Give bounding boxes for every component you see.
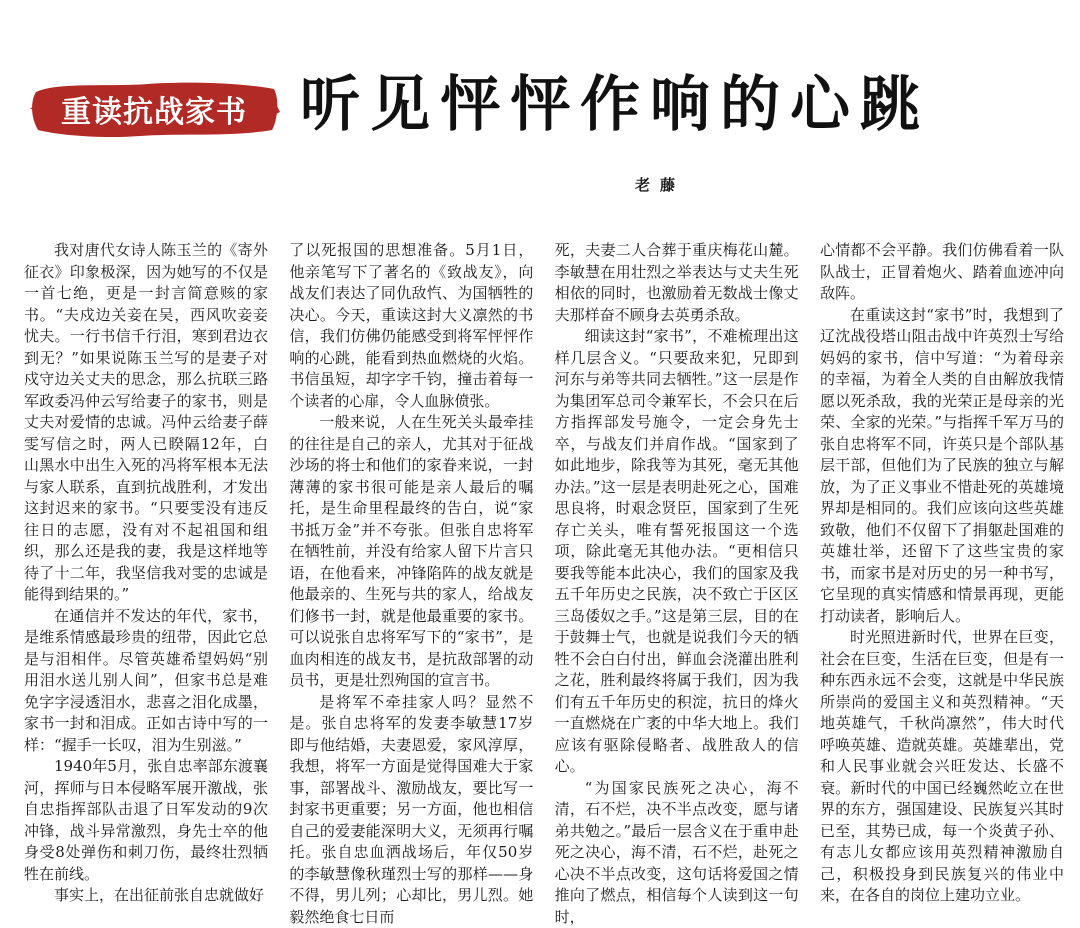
byline: 老藤 — [560, 174, 760, 198]
paragraph: 事实上，在出征前张自忠就做好 — [24, 885, 268, 907]
article-body — [24, 240, 1064, 860]
paragraph: 时光照进新时代，世界在巨变，社会在巨变，生活在巨变，但是有一种东西永远不会变，这就是中华民族所崇尚的爱国主义和英烈精神。“天地英雄气，千秋尚凛然”，伟大时代呼唤英雄、造就英雄。英雄辈出，党和人民事业就会兴旺发达、长盛不衰。新时代的中国已经巍然屹立在世界的东方，强国建设、民族复兴其时已至，其势已成，每一个炎黄子孙、有志儿女都应该用英烈精神激励自己，积极投身到民族复兴的伟业中来，在各自的岗位上建功立业。 — [820, 627, 1064, 907]
paragraph: 1940年5月，张自忠率部东渡襄河，挥师与日本侵略军展开激战，张自忠指挥部队击退了日军发动的9次冲锋，战斗异常激烈，身先士卒的他身受8处弹伤和刺刀伤，最终壮烈牺牲在前线。 — [24, 756, 268, 885]
paragraph: 在重读这封“家书”时，我想到了辽沈战役塔山阻击战中许英烈士写给妈妈的家书，信中写道：“为着母亲的幸福，为着全人类的自由解放我情愿以死杀敌，我的光荣正是母亲的光荣、全家的光荣。”与指挥千军万马的张自忠将军不同，许英只是个部队基层干部，但他们为了民族的独立与解放，为了正义事业不惜赴死的英雄境界却是相同的。我们应该向这些英雄致敬，他们不仅留下了捐躯赴国难的英雄壮举，还留下了这些宝贵的家书，而家书是对历史的另一种书写，它呈现的真实情感和情景再现，更能打动读者，影响后人。 — [820, 305, 1064, 628]
paragraph: 心情都不会平静。我们仿佛看着一队队战士，正冒着炮火、踏着血迹冲向敌阵。 — [820, 240, 1064, 305]
column-tag-label: 重读抗战家书 — [28, 78, 280, 140]
column-1 — [24, 240, 268, 860]
paragraph: 细读这封“家书”，不难梳理出这样几层含义。“只要敌来犯，兄即到河东与弟等共同去牺牲。”这一层是作为集团军总司令兼军长，不会只在后方指挥部发号施令，一定会身先士卒，与战友们并肩作战。“国家到了如此地步，除我等为其死，毫无其他办法。”这一层是表明赴死之心，国难思良将，时艰念贤臣，国家到了生死存亡关头，唯有誓死报国这一个选项，除此毫无其他办法。“更相信只要我等能本此决心，我们的国家及我五千年历史之民族，决不致亡于区区三岛倭奴之手。”这是第三层，目的在于鼓舞士气，也就是说我们今天的牺牲不会白白付出，鲜血会浇灌出胜利之花，胜利最终将属于我们，因为我们有五千年历史的积淀，抗日的烽火一直燃烧在广袤的中华大地上。我们应该有驱除侵略者、战胜敌人的信心。 — [555, 326, 799, 778]
paragraph: 一般来说，人在生死关头最牵挂的往往是自己的亲人，尤其对于征战沙场的将士和他们的家眷来说，一封薄薄的家书很可能是亲人最后的嘱托，是生命里程最终的告白，说“家书抵万金”并不夸张。但张自忠将军在牺牲前，并没有给家人留下片言只语，在他看来，冲锋陷阵的战友就是他最亲的、生死与共的家人，给战友们修书一封，就是他最重要的家书。可以说张自忠将军写下的“家书”，是血肉相连的战友书，是抗敌部署的动员书，更是壮烈殉国的宣言书。 — [289, 412, 533, 692]
column-tag — [28, 78, 280, 140]
paragraph: 是将军不牵挂家人吗？显然不是。张自忠将军的发妻李敏慧17岁即与他结婚，夫妻恩爱，家风淳厚，我想，将军一方面是觉得国难大于家事，部署战斗、激励战友，要比写一封家书更重要；另一方面，他也相信自己的爱妻能深明大义，无须再行嘱托。张自忠血洒战场后，年仅50岁的李敏慧像秋瑾烈士写的那样——身不得，男儿列；心却比，男儿烈。她毅然绝食七日而 — [289, 692, 533, 928]
paragraph: 死，夫妻二人合葬于重庆梅花山麓。李敏慧在用壮烈之举表达与丈夫生死相依的同时，也激励着无数战士像丈夫那样奋不顾身去英勇杀敌。 — [555, 240, 799, 326]
paragraph: 了以死报国的思想准备。5月1日，他亲笔写下了著名的《致战友》，向战友们表达了同仇敌忾、为国牺牲的决心。今天，重读这封大义凛然的书信，我们仿佛仍能感受到将军怦怦作响的心跳，能看到热血燃烧的火焰。书信虽短，却字字千钧，撞击着每一个读者的心扉，令人血脉偾张。 — [289, 240, 533, 412]
paragraph: 我对唐代女诗人陈玉兰的《寄外征衣》印象极深，因为她写的不仅是一首七绝，更是一封言简意赅的家书。“夫戍边关妾在吴，西风吹妾妾忧夫。一行书信千行泪，寒到君边衣到无？”如果说陈玉兰写的是妻子对戍守边关丈夫的思念，那么抗联三路军政委冯仲云写给妻子的家书，则是丈夫对爱情的忠诚。冯仲云给妻子薛雯写信之时，两人已睽隔12年，白山黑水中出生入死的冯将军根本无法与家人联系，直到抗战胜利，才发出这封迟来的家书。“只要雯没有违反往日的志愿，没有对不起祖国和组织，那么还是我的妻，我是这样地等待了十二年，我坚信我对雯的忠诚是能得到结果的。” — [24, 240, 268, 606]
column-4 — [820, 240, 1064, 860]
column-3 — [555, 240, 799, 860]
paragraph: “为国家民族死之决心，海不清，石不烂，决不半点改变，愿与诸弟共勉之。”最后一层含义在于重申赴死之决心，海不清，石不烂，赴死之心决不半点改变，这句话将爱国之情推向了燃点，相信每个人读到这一句时， — [555, 778, 799, 928]
headline: 听见怦怦作响的心跳 — [300, 60, 1060, 150]
paragraph: 在通信并不发达的年代，家书，是维系情感最珍贵的纽带，因此它总是与泪相伴。尽管英雄希望妈妈“别用泪水送儿别人间”，但家书总是难免字字浸透泪水，悲喜之泪化成墨，家书一封和泪成。正如古诗中写的一样：“握手一长叹，泪为生别滋。” — [24, 606, 268, 757]
column-2 — [289, 240, 533, 860]
